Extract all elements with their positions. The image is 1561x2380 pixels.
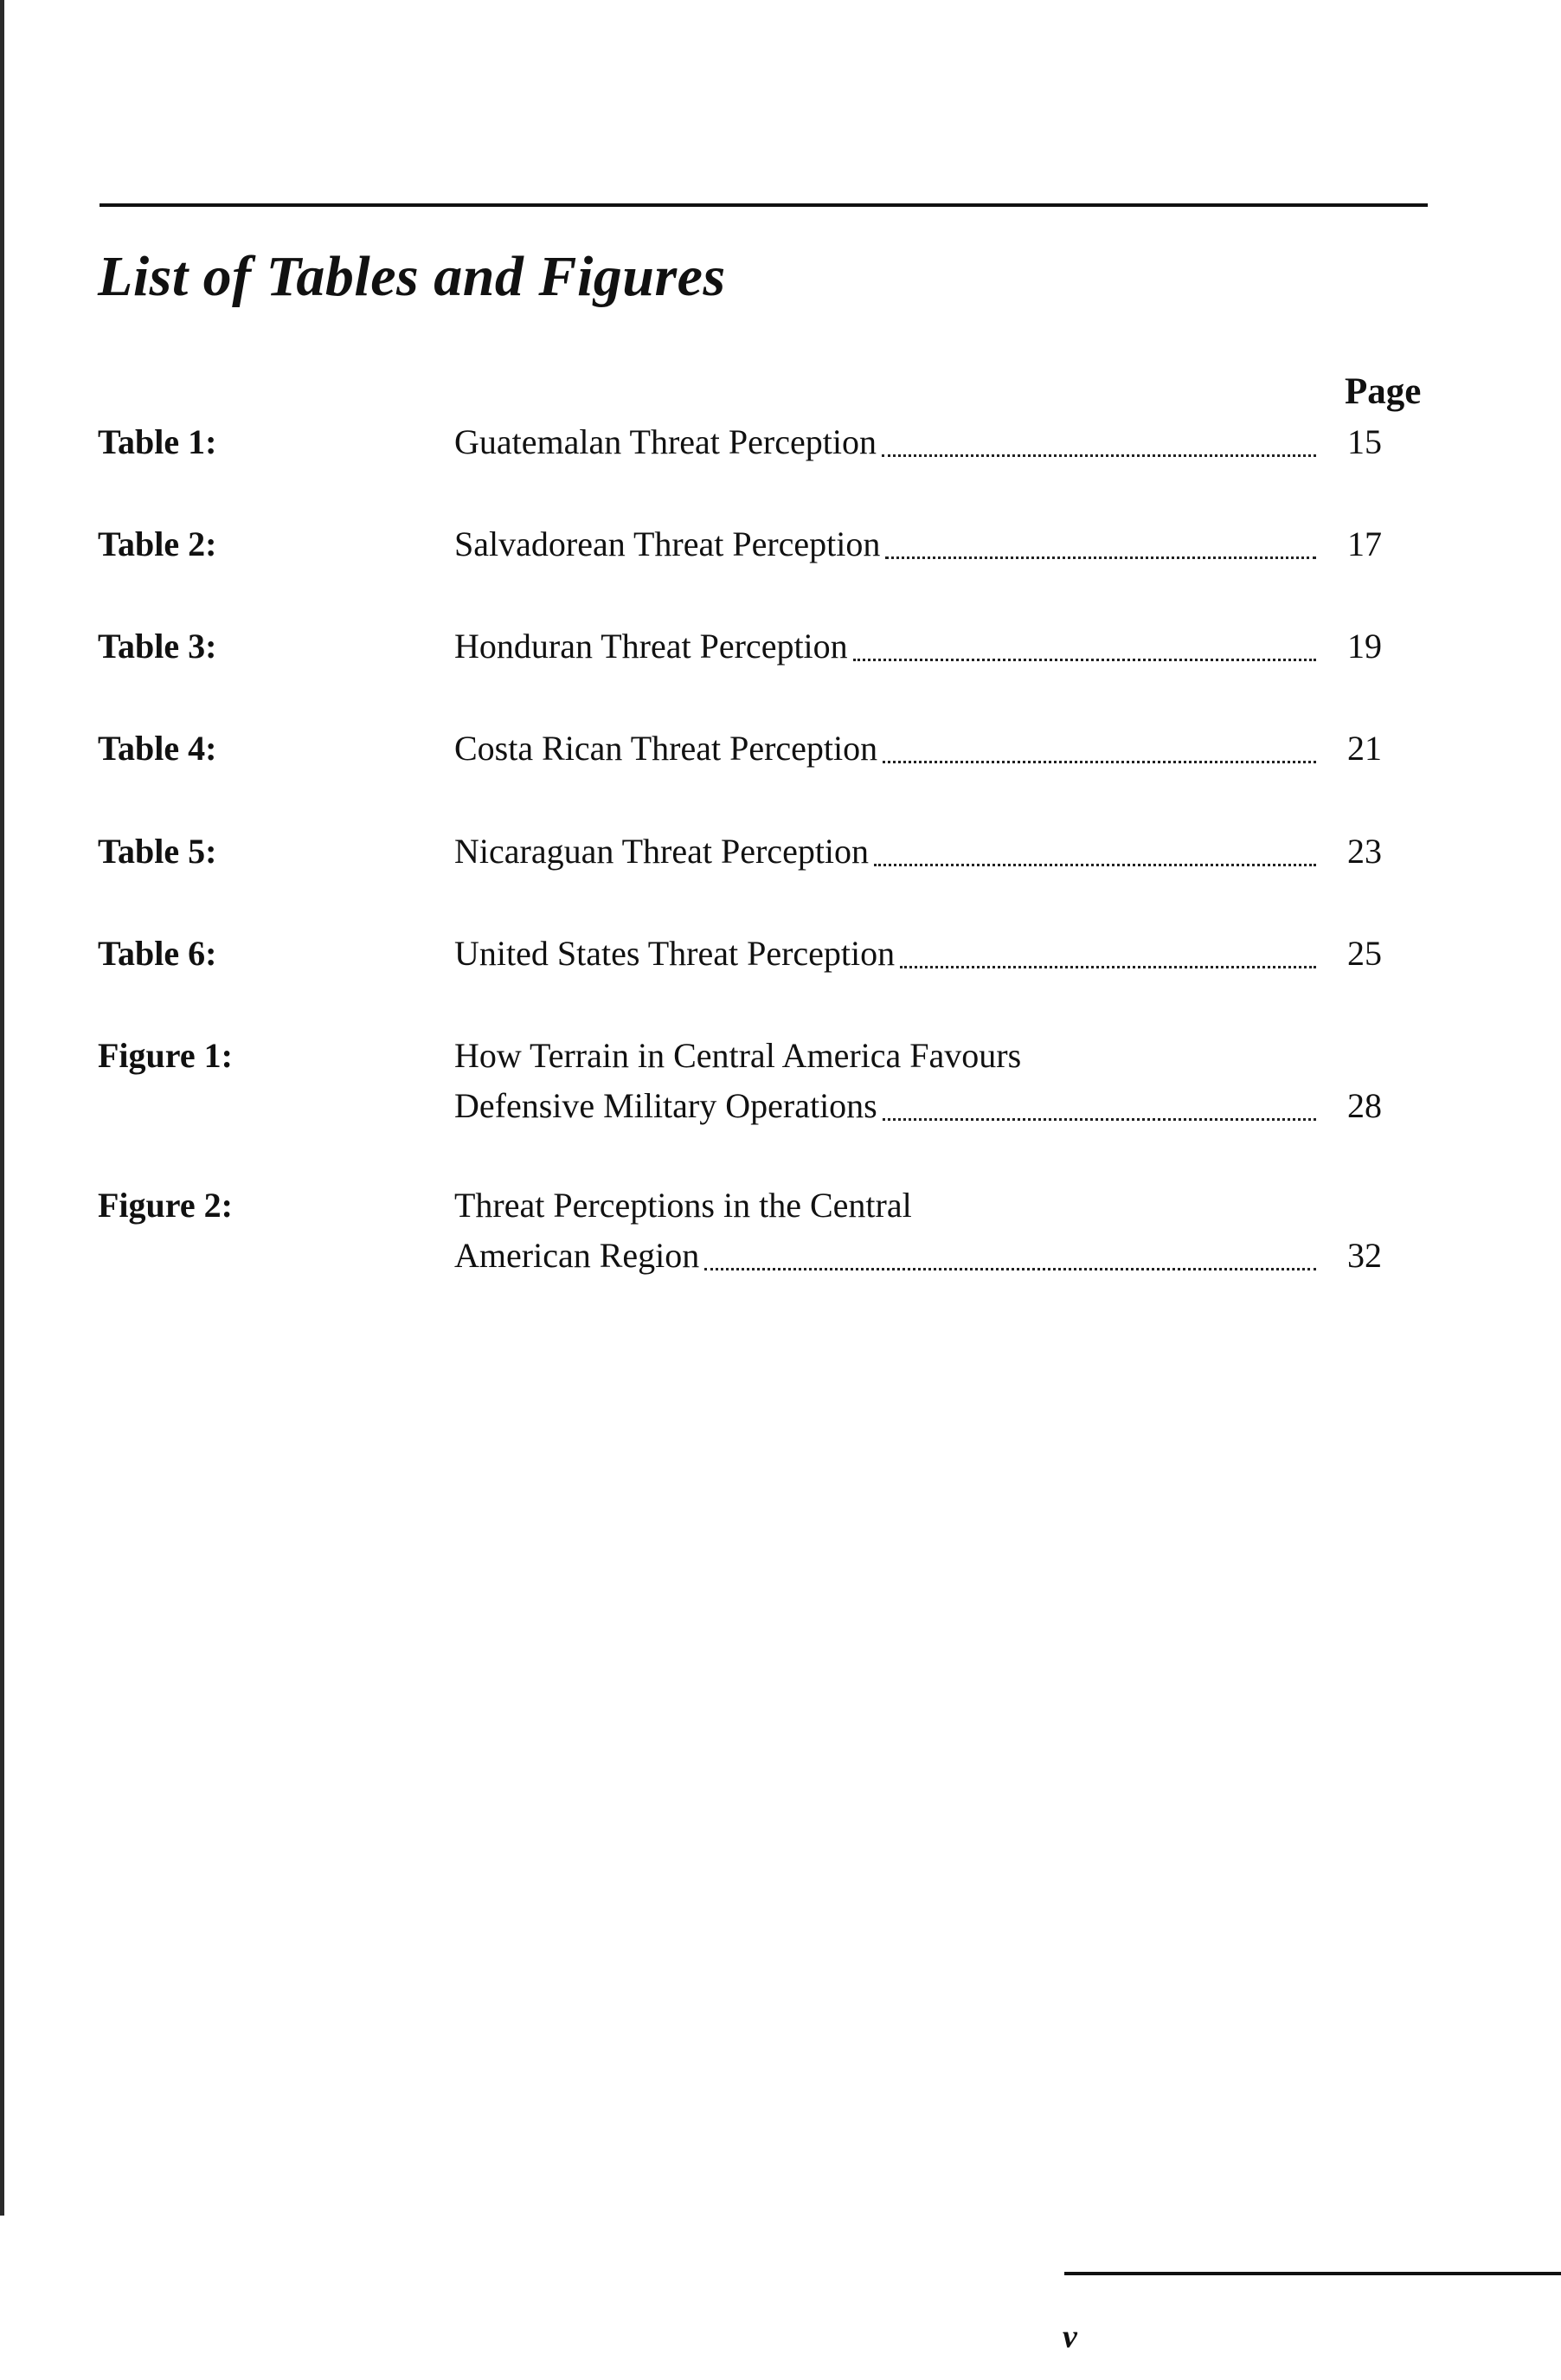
dot-leader xyxy=(704,1268,1316,1270)
entry-title-line: Guatemalan Threat Perception xyxy=(454,422,877,461)
entry-page-number: 17 xyxy=(1347,524,1382,563)
entry-label: Table 2: xyxy=(98,524,217,563)
entry-title xyxy=(454,929,1320,979)
entry-label: Table 6: xyxy=(98,934,217,973)
entry-title-line: Nicaraguan Threat Perception xyxy=(454,832,870,871)
dot-leader xyxy=(883,761,1316,763)
entry-title xyxy=(454,621,1320,672)
entry-page-number: 28 xyxy=(1347,1086,1382,1125)
entry-label: Table 3: xyxy=(98,627,217,666)
page-folio: v xyxy=(1063,2319,1077,2355)
dot-leader xyxy=(885,556,1316,559)
entry-title-line: Defensive Military Operations xyxy=(454,1086,877,1125)
entry-page-number: 32 xyxy=(1347,1236,1382,1275)
entry-page-number: 21 xyxy=(1347,729,1382,768)
entry-title-line: Salvadorean Threat Perception xyxy=(454,524,881,563)
entry-page-number: 25 xyxy=(1347,934,1382,973)
entry-title xyxy=(454,519,1320,569)
page-title: List of Tables and Figures xyxy=(98,245,726,308)
entry-label: Table 4: xyxy=(98,729,217,768)
dot-leader xyxy=(883,1118,1316,1121)
entry-title-line: United States Threat Perception xyxy=(454,934,896,973)
entry-page-number: 23 xyxy=(1347,832,1382,871)
entry-page-number: 15 xyxy=(1347,422,1382,461)
entry-title-line: Honduran Threat Perception xyxy=(454,627,848,666)
page-column-heading: Page xyxy=(1345,371,1422,412)
entry-title xyxy=(454,417,1320,467)
dot-leader xyxy=(853,659,1316,661)
entry-label: Figure 1: xyxy=(98,1036,233,1075)
entry-title-line: How Terrain in Central America Favours xyxy=(454,1036,1022,1075)
entry-title-line: Threat Perceptions in the Central xyxy=(454,1186,912,1225)
entry-title-line: American Region xyxy=(454,1236,700,1275)
dot-leader xyxy=(874,864,1316,866)
entry-label: Table 5: xyxy=(98,832,217,871)
entry-title xyxy=(454,1031,1320,1131)
dot-leader xyxy=(900,966,1316,968)
entry-label: Figure 2: xyxy=(98,1186,233,1225)
entry-title-line: Costa Rican Threat Perception xyxy=(454,729,878,768)
entry-page-number: 19 xyxy=(1347,627,1382,666)
entry-label: Table 1: xyxy=(98,422,217,461)
entry-title xyxy=(454,724,1320,774)
bottom-rule xyxy=(1064,2272,1561,2275)
entry-title xyxy=(454,1180,1320,1281)
entry-title xyxy=(454,827,1320,877)
dot-leader xyxy=(882,454,1316,457)
